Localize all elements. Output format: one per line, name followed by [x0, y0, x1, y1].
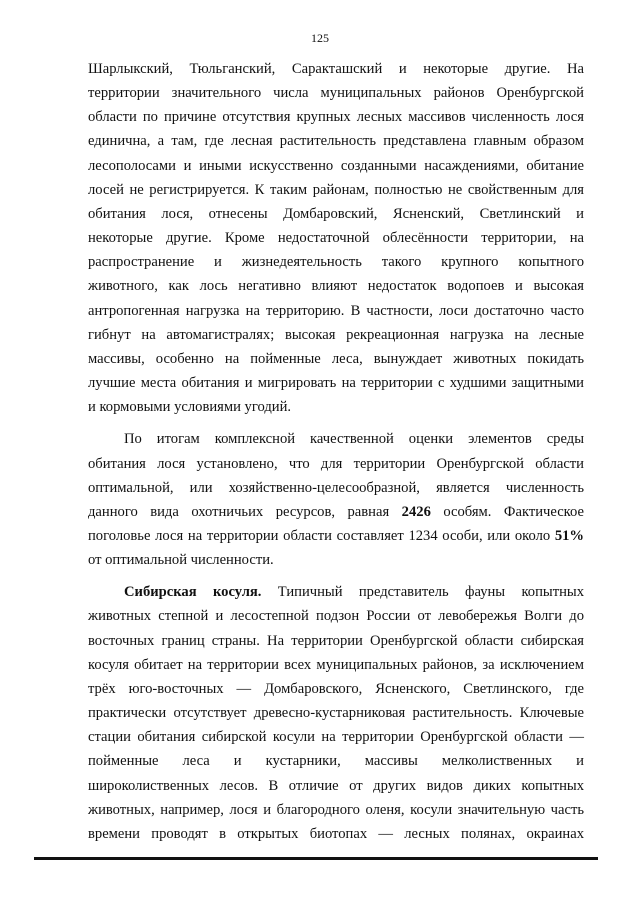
footer-rule — [34, 857, 598, 860]
text-line: массивы, особенно на пойменные леса, вынуждает животных покидать — [88, 350, 584, 367]
text-line: обитания лося установлено, что для территории Оренбургской области — [88, 455, 584, 472]
text-line: антропогенная нагрузка на территорию. В частности, лоси достаточно часто — [88, 302, 584, 319]
text-line: и кормовыми условиями угодий. — [88, 399, 292, 416]
text-line: животного, как лось негативно влияют недостаток водопоев и высокая — [88, 278, 584, 295]
text-line: единична, а там, где лесная растительность представлена главным образом — [88, 133, 584, 150]
text-line: практически отсутствует древесно-кустарниковая растительность. Ключевые — [88, 705, 584, 722]
text-line — [88, 580, 584, 604]
bold-number: 2426 — [401, 503, 431, 520]
text-line: оптимальной, или хозяйственно-целесообразной, является численность — [88, 479, 584, 496]
text-run: особям. Фактическое — [430, 503, 584, 520]
text-line: лесополосами и иными искусственно созданными насаждениями, обитание — [88, 157, 584, 174]
text-line — [88, 524, 584, 548]
text-line: лосей не регистрируется. К таким районам, полностью не свойственным для — [88, 181, 584, 198]
text-line: животных степной и лесостепной подзон России от левобережья Волги до — [88, 608, 584, 625]
text-line: По итогам комплексной качественной оценки элементов среды — [124, 431, 584, 448]
text-line: Шарлыкский, Тюльганский, Саракташский и некоторые другие. На — [88, 61, 584, 77]
text-line: территории значительного числа муниципальных районов Оренбургской — [88, 85, 584, 102]
text-line: времени проводят в открытых биотопах — лесных полянах, окраинах — [88, 825, 584, 842]
text-line: животных, например, лося и благородного оленя, косули значительную часть — [88, 801, 584, 818]
text-run: Типичный представитель фауны копытных — [261, 584, 584, 601]
text-line: некоторые другие. Кроме недостаточной облесённости территории, на — [88, 230, 584, 247]
text-line: области по причине отсутствия крупных лесных массивов численность лося — [88, 109, 584, 126]
text-line: широколиственных лесов. В отличие от других видов диких копытных — [88, 777, 584, 794]
text-line: от оптимальной численности. — [88, 552, 274, 569]
bold-percent: 51% — [554, 527, 584, 544]
text-line: косуля обитает на территории всех муниципальных районов, за исключением — [88, 656, 584, 673]
text-line: обитания лося, отнесены Домбаровский, Ясненский, Светлинский и — [88, 205, 584, 222]
text-line: стации обитания сибирской косули на территории Оренбургской области — — [88, 729, 584, 746]
text-line — [88, 500, 584, 524]
text-line: распространение и жизнедеятельность такого крупного копытного — [88, 254, 584, 271]
text-line: трёх юго-восточных — Домбаровского, Ясненского, Светлинского, где — [88, 680, 584, 697]
page-number: 125 — [311, 31, 329, 45]
text-run: данного вида охотничьих ресурсов, равная — [88, 503, 402, 520]
text-line: гибнут на автомагистралях; высокая рекреационная нагрузка на лесные — [88, 326, 584, 343]
body-text — [88, 57, 584, 846]
text-line: восточных границ страны. На территории Оренбургской области сибирская — [88, 632, 584, 649]
text-line: пойменные леса и кустарники, массивы мелколиственных и — [88, 753, 584, 770]
text-run: поголовье лося на территории области составляет 1234 особи, или около — [88, 527, 555, 544]
section-heading: Сибирская косуля. — [124, 584, 262, 601]
text-line: лучшие места обитания и мигрировать на территории с худшими защитными — [88, 375, 584, 392]
